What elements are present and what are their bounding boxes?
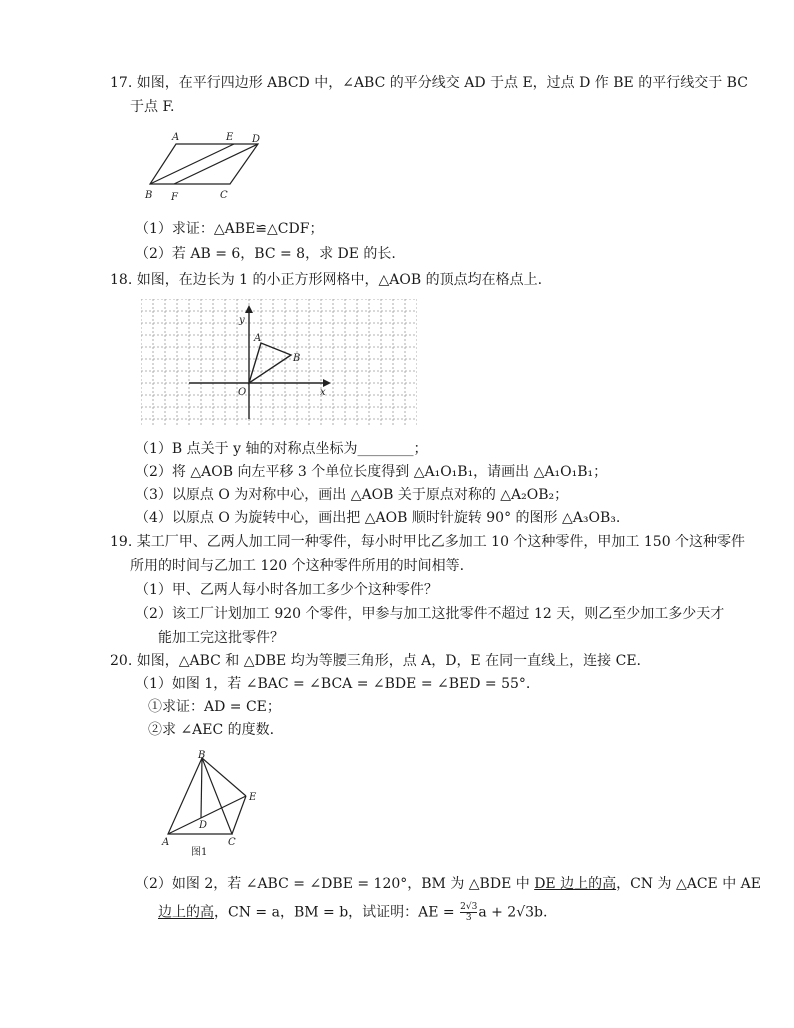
- q20-stem: 20. 如图，△ABC 和 △DBE 均为等腰三角形，点 A，D，E 在同一直线上，连接 CE.: [110, 653, 641, 669]
- segment-be: [202, 758, 246, 796]
- label-e: E: [226, 132, 234, 143]
- q18-grid-figure: [141, 299, 417, 427]
- q20-part2-text-c: ，CN = a，BM = b，试证明：AE =: [214, 904, 460, 921]
- q20-part2-text-a: （2）如图 2，若 ∠ABC = ∠DBE = 120°，BM 为 △BDE 中: [135, 876, 535, 892]
- q20-part2-line2: [158, 902, 547, 923]
- y-axis-arrow: [245, 305, 253, 313]
- q18-part3: （3）以原点 O 为对称中心，画出 △AOB 关于原点对称的 △A₂OB₂；: [135, 487, 569, 503]
- q17-stem-line2: 于点 F.: [130, 99, 175, 115]
- label-d: D: [252, 134, 261, 145]
- fraction-denominator: 3: [465, 913, 472, 923]
- label-e: E: [249, 792, 257, 803]
- q18-part2: （2）将 △AOB 向左平移 3 个单位长度得到 △A₁O₁B₁，请画出 △A₁O₁B₁；: [135, 464, 608, 480]
- label-y: y: [239, 315, 245, 326]
- q19-stem-line1: 19. 某工厂甲、乙两人加工同一种零件，每小时甲比乙多加工 10 个这种零件，甲加工 150 个这种零件: [110, 534, 746, 550]
- q17-parallelogram-figure: [140, 128, 280, 208]
- q17-part2: （2）若 AB = 6，BC = 8，求 DE 的长.: [135, 246, 396, 262]
- segment-df: [174, 144, 258, 184]
- q20-part2-text-b: ，CN 为 △ACE 中 AE: [616, 876, 761, 892]
- q20-part1: （1）如图 1，若 ∠BAC = ∠BCA = ∠BDE = ∠BED = 55°.: [135, 676, 531, 692]
- label-c: C: [220, 190, 228, 201]
- segment-bd: [201, 758, 202, 818]
- q19-part1: （1）甲、乙两人每小时各加工多少个这种零件？: [135, 582, 438, 598]
- label-f: F: [171, 192, 178, 203]
- q19-part2-line1: （2）该工厂计划加工 920 个零件，甲参与加工这批零件不超过 12 天，则乙至少加工多少天才: [135, 606, 725, 622]
- q20-sub2: ②求 ∠AEC 的度数.: [148, 722, 275, 738]
- x-axis-arrow: [323, 379, 331, 387]
- figure-caption: 图1: [191, 847, 208, 858]
- fraction: [460, 902, 477, 923]
- q20-figure-1: [158, 748, 268, 860]
- label-c: C: [228, 837, 236, 848]
- label-o: O: [238, 387, 247, 398]
- q17-stem-line1: 17. 如图，在平行四边形 ABCD 中，∠ABC 的平分线交 AD 于点 E，过点 D 作 BE 的平行线交于 BC: [110, 75, 748, 91]
- q20-sub1: ①求证：AD = CE；: [148, 699, 281, 715]
- q17-part1: （1）求证：△ABE≌△CDF；: [135, 221, 324, 237]
- q20-part2-underlined-b: 边上的高: [158, 904, 214, 921]
- label-b: B: [145, 190, 153, 201]
- q20-part2-line1: [135, 874, 761, 894]
- q20-part2-text-d: a + 2√3b.: [478, 904, 548, 921]
- label-b: B: [198, 750, 206, 761]
- q19-part2-line2: 能加工完这批零件？: [158, 630, 284, 646]
- q18-stem: 18. 如图，在边长为 1 的小正方形网格中，△AOB 的顶点均在格点上.: [110, 272, 543, 288]
- fraction-numerator: 2√3: [460, 902, 478, 912]
- label-b: B: [293, 353, 301, 364]
- q18-part1: （1）B 点关于 y 轴的对称点坐标为________；: [135, 441, 428, 457]
- q20-part2-underlined-a: DE 边上的高: [534, 876, 617, 892]
- label-x: x: [320, 387, 326, 398]
- q18-part4: （4）以原点 O 为旋转中心，画出把 △AOB 顺时针旋转 90° 的图形 △A₃OB₃.: [135, 510, 621, 526]
- label-a: A: [172, 132, 180, 143]
- label-a: A: [162, 837, 170, 848]
- parallelogram-abcd: [150, 144, 258, 184]
- label-d: D: [199, 820, 208, 831]
- q19-stem-line2: 所用的时间与乙加工 120 个这种零件所用的时间相等.: [130, 558, 465, 574]
- label-a: A: [254, 333, 262, 344]
